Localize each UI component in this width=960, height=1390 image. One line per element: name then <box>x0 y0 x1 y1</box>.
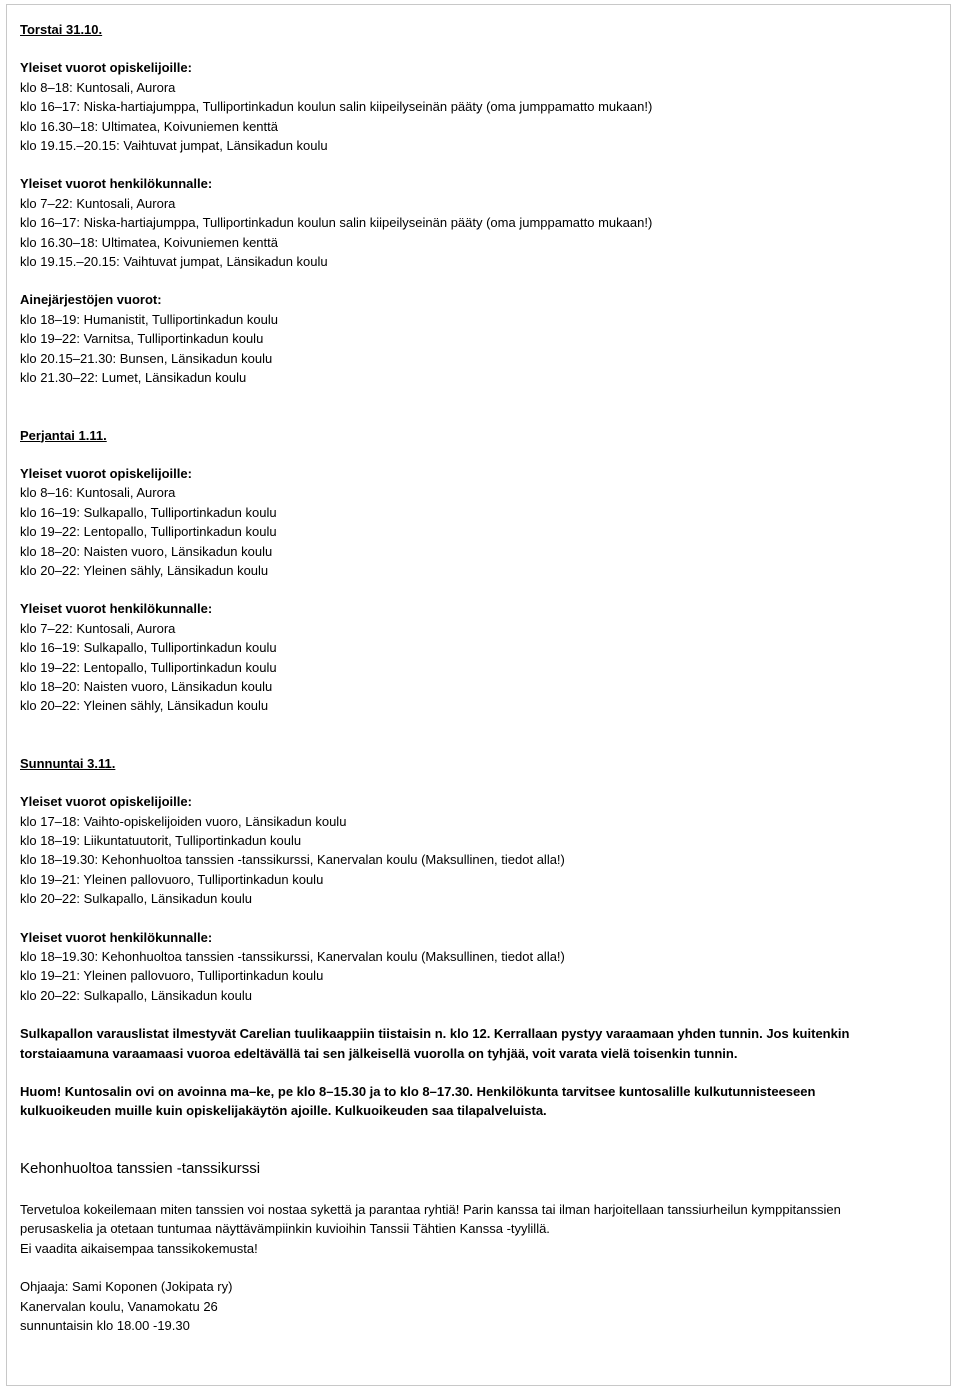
course-title: Kehonhuoltoa tanssien -tanssikurssi <box>20 1159 261 1177</box>
schedule-line: klo 16–19: Sulkapallo, Tulliportinkadun koulu <box>20 640 277 656</box>
schedule-line: klo 18–20: Naisten vuoro, Länsikadun koulu <box>20 678 273 694</box>
schedule-line: klo 19.15.–20.15: Vaihtuvat jumpat, Länsikadun koulu <box>20 254 328 270</box>
group-heading: Yleiset vuorot opiskelijoille: <box>20 60 192 76</box>
schedule-line: klo 21.30–22: Lumet, Länsikadun koulu <box>20 370 247 386</box>
schedule-line: klo 19–21: Yleinen pallovuoro, Tulliportinkadun koulu <box>20 968 324 984</box>
schedule-group <box>20 928 940 1006</box>
schedule-group <box>20 464 940 580</box>
group-heading: Ainejärjestöjen vuorot: <box>20 292 162 308</box>
schedule-line: klo 7–22: Kuntosali, Aurora <box>20 620 176 636</box>
group-heading: Yleiset vuorot henkilökunnalle: <box>20 929 213 945</box>
day-section-sunday <box>20 754 940 1005</box>
schedule-line: klo 20.15–21.30: Bunsen, Länsikadun koulu <box>20 350 273 366</box>
schedule-line: klo 19–21: Yleinen pallovuoro, Tulliportinkadun koulu <box>20 871 324 887</box>
schedule-group <box>20 290 940 387</box>
course-intro-line: Tervetuloa kokeilemaan miten tanssien voi nostaa sykettä ja parantaa ryhtiä! Parin kanssa tai ilman harjoitellaan tanssiurheilun kymppitanssien <box>20 1201 841 1217</box>
schedule-line: klo 18–19.30: Kehonhuoltoa tanssien -tanssikurssi, Kanervalan koulu (Maksullinen, tiedot alla!) <box>20 949 565 965</box>
day-title: Sunnuntai 3.11. <box>20 755 116 771</box>
gym-access-note <box>20 1082 940 1121</box>
course-section <box>20 1159 940 1335</box>
schedule-line: klo 20–22: Yleinen sähly, Länsikadun koulu <box>20 698 269 714</box>
course-detail-line: Ohjaaja: Sami Koponen (Jokipata ry) <box>20 1279 233 1295</box>
schedule-line: klo 18–19: Humanistit, Tulliportinkadun koulu <box>20 311 278 327</box>
schedule-line: klo 8–16: Kuntosali, Aurora <box>20 485 176 501</box>
day-title: Torstai 31.10. <box>20 22 103 37</box>
schedule-line: klo 7–22: Kuntosali, Aurora <box>20 195 176 211</box>
schedule-line: klo 16.30–18: Ultimatea, Koivuniemen kenttä <box>20 118 278 134</box>
course-detail-line: Kanervalan koulu, Vanamokatu 26 <box>20 1298 218 1314</box>
schedule-line: klo 20–22: Sulkapallo, Länsikadun koulu <box>20 987 253 1003</box>
day-title: Perjantai 1.11. <box>20 427 107 443</box>
schedule-line: klo 16.30–18: Ultimatea, Koivuniemen kenttä <box>20 234 278 250</box>
schedule-line: klo 19–22: Lentopallo, Tulliportinkadun koulu <box>20 659 277 675</box>
day-section-friday <box>20 426 940 716</box>
schedule-line: klo 19–22: Varnitsa, Tulliportinkadun koulu <box>20 331 264 347</box>
note-line: Huom! Kuntosalin ovi on avoinna ma–ke, pe klo 8–15.30 ja to klo 8–17.30. Henkilökunta tarvitsee kuntosalille kulkutunnisteeseen <box>20 1084 816 1100</box>
group-heading: Yleiset vuorot opiskelijoille: <box>20 794 192 810</box>
schedule-line: klo 19–22: Lentopallo, Tulliportinkadun koulu <box>20 524 277 540</box>
schedule-line: klo 20–22: Sulkapallo, Länsikadun koulu <box>20 891 253 907</box>
booking-note <box>20 1024 940 1063</box>
schedule-line: klo 8–18: Kuntosali, Aurora <box>20 79 176 95</box>
schedule-line: klo 18–19: Liikuntatuutorit, Tulliportinkadun koulu <box>20 833 302 848</box>
schedule-line: klo 19.15.–20.15: Vaihtuvat jumpat, Länsikadun koulu <box>20 138 328 154</box>
group-heading: Yleiset vuorot henkilökunnalle: <box>20 601 213 617</box>
schedule-line: klo 18–19.30: Kehonhuoltoa tanssien -tanssikurssi, Kanervalan koulu (Maksullinen, tiedot alla!) <box>20 852 565 868</box>
group-heading: Yleiset vuorot henkilökunnalle: <box>20 176 213 192</box>
schedule-line: klo 16–17: Niska-hartiajumppa, Tulliportinkadun koulun salin kiipeilyseinän pääty (oma jumppamatto mukaan!) <box>20 215 653 231</box>
schedule-group <box>20 58 940 155</box>
schedule-line: klo 16–19: Sulkapallo, Tulliportinkadun koulu <box>20 504 277 520</box>
schedule-group <box>20 599 940 715</box>
schedule-line: klo 17–18: Vaihto-opiskelijoiden vuoro, Länsikadun koulu <box>20 813 347 829</box>
course-intro-line: Ei vaadita aikaisempaa tanssikokemusta! <box>20 1240 258 1256</box>
note-line: Sulkapallon varauslistat ilmestyvät Carelian tuulikaappiin tiistaisin n. klo 12. Kerrallaan pystyy varaamaan yhden tunnin. Jos kuitenkin <box>20 1026 850 1042</box>
document-content <box>20 20 940 1335</box>
course-detail-line: sunnuntaisin klo 18.00 -19.30 <box>20 1317 190 1333</box>
schedule-line: klo 16–17: Niska-hartiajumppa, Tulliportinkadun koulun salin kiipeilyseinän pääty (oma jumppamatto mukaan!) <box>20 99 653 115</box>
schedule-line: klo 18–20: Naisten vuoro, Länsikadun koulu <box>20 543 273 559</box>
note-line: kulkuoikeuden muille kuin opiskelijakäytön ajoille. Kulkuoikeuden saa tilapalveluista. <box>20 1103 547 1119</box>
schedule-group <box>20 792 940 908</box>
schedule-group <box>20 174 940 271</box>
note-line: torstaiaamuna varaamaasi vuoroa edeltävällä tai sen jälkeisellä vuorolla on tyhjää, voit varata vielä toisenkin tunnin. <box>20 1045 738 1061</box>
course-intro-line: perusaskelia ja otetaan tuntumaa näyttävämpiinkin kuvioihin Tanssii Tähtien Kanssa -tyylillä. <box>20 1221 550 1237</box>
day-section-thursday <box>20 20 940 388</box>
schedule-line: klo 20–22: Yleinen sähly, Länsikadun koulu <box>20 562 269 578</box>
group-heading: Yleiset vuorot opiskelijoille: <box>20 465 192 481</box>
